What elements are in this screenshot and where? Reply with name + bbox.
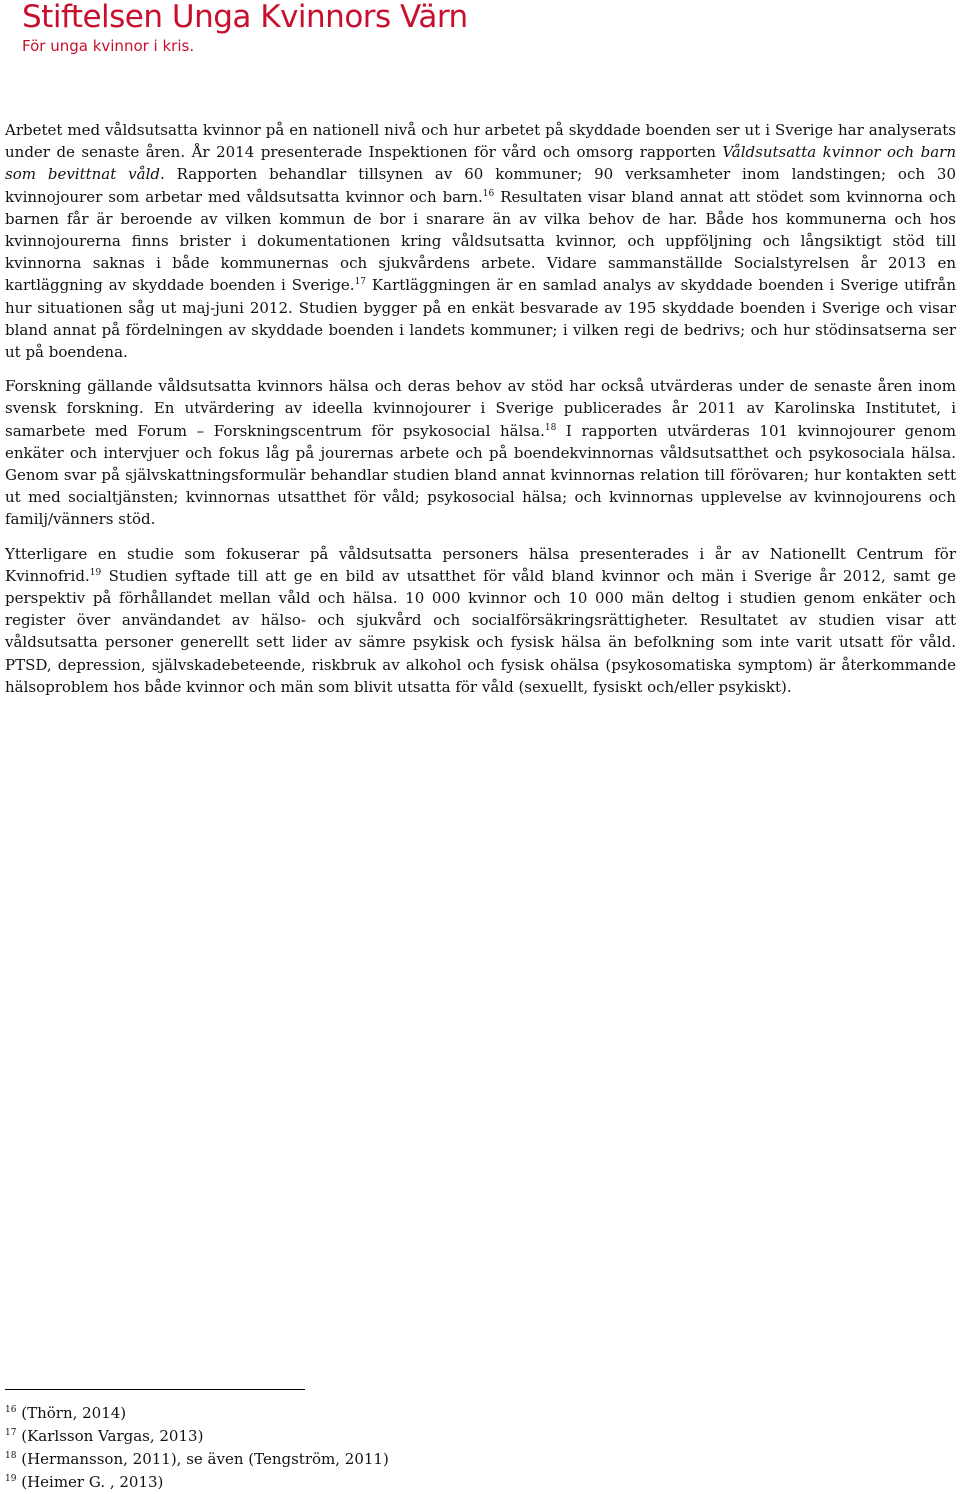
footnote-text: (Heimer G. , 2013) bbox=[16, 1473, 164, 1491]
footnote-16 bbox=[5, 1402, 605, 1425]
page-header bbox=[22, 0, 468, 56]
paragraph-1-text-b: . Rapporten behandlar tillsynen av 60 kommuner; 90 verksamheter inom landstingen; och 30 kvinnojourer som arbetar med våldsutsatta kvinnor och barn. bbox=[5, 165, 956, 206]
footnote-number: 16 bbox=[5, 1405, 17, 1415]
footnote-18 bbox=[5, 1448, 605, 1471]
footnotes bbox=[5, 1402, 605, 1494]
paragraph-2-text-a: Forskning gällande våldsutsatta kvinnors hälsa och deras behov av stöd har också utvärderas under de senaste åren inom svensk forskning. En utvärdering av ideella kvinnojourer i Sverige publicerades år 2011 av Karolinska Institutet, i samarbete med Forum – Forskningscentrum för psykosocial hälsa. bbox=[5, 377, 956, 440]
paragraph-1-text-c: Resultaten visar bland annat att stödet som kvinnorna och barnen får är beroende av vilken kommun de bor i snarare än av vilka behov de har. Både hos kommunerna och hos kvinnojourerna finns brister i dokumentationen kring våldsutsatta kvinnor, och uppföljning och långsiktigt stöd till kvinnorna saknas i både kommunernas och sjukvårdens arbete. Vidare sammanställde Socialstyrelsen år 2013 en kartläggning av skyddade boenden i Sverige. bbox=[5, 187, 957, 295]
footnote-ref-16[interactable]: 16 bbox=[482, 188, 495, 199]
main-text bbox=[5, 119, 956, 710]
footnote-text: (Thörn, 2014) bbox=[16, 1404, 127, 1422]
footnote-number: 18 bbox=[5, 1451, 17, 1461]
paragraph-2-text-b: I rapporten utvärderas 101 kvinnojourer genom enkäter och intervjuer och fokus låg på jourernas arbete och på boendekvinnornas våldsutsatthet och psykosociala hälsa. Genom svar på självskattningsformulär behandlar studien bland annat kvinnornas relation till förövaren; hur kontakten sett ut med socialtjänsten; kvinnornas utsatthet för våld; psykosocial hälsa; och kvinnornas upplevelse av kvinnojourens och familj/vänners stöd. bbox=[5, 421, 956, 529]
paragraph-2 bbox=[5, 375, 956, 530]
paragraph-1 bbox=[5, 119, 956, 363]
footnote-divider bbox=[5, 1389, 305, 1390]
report-title: Våldsutsatta kvinnor och barn som bevittnat våld bbox=[5, 143, 956, 184]
organization-name: Stiftelsen Unga Kvinnors Värn bbox=[22, 0, 468, 35]
paragraph-3 bbox=[5, 543, 956, 698]
footnote-text: (Karlsson Vargas, 2013) bbox=[16, 1427, 204, 1445]
footnote-ref-19[interactable]: 19 bbox=[89, 567, 102, 578]
footnote-text: (Hermansson, 2011), se även (Tengström, 2011) bbox=[16, 1450, 389, 1468]
footnote-19 bbox=[5, 1471, 605, 1494]
footnote-ref-17[interactable]: 17 bbox=[354, 277, 367, 288]
organization-tagline: För unga kvinnor i kris. bbox=[22, 37, 195, 55]
paragraph-1-text-a: Arbetet med våldsutsatta kvinnor på en nationell nivå och hur arbetet på skyddade boenden ser ut i Sverige har analyserats under de senaste åren. År 2014 presenterade Inspektionen för vård och omsorg rapporten bbox=[5, 121, 956, 162]
footnote-ref-18[interactable]: 18 bbox=[544, 422, 557, 433]
paragraph-1-text-d: Kartläggningen är en samlad analys av skyddade boenden i Sverige utifrån hur situationen såg ut maj-juni 2012. Studien bygger på en enkät besvarade av 195 skyddade boenden i Sverige och visar bland annat på fördelningen av skyddade boenden i landets kommuner; i vilken regi de bedrivs; och hur stödinsatserna ser ut på boendena. bbox=[5, 276, 956, 362]
paragraph-3-text-a: Ytterligare en studie som fokuserar på våldsutsatta personers hälsa presenterades i år av Nationellt Centrum för Kvinnofrid. bbox=[5, 544, 956, 585]
footnote-number: 19 bbox=[5, 1474, 17, 1484]
footnote-17 bbox=[5, 1425, 605, 1448]
footnote-number: 17 bbox=[5, 1428, 17, 1438]
paragraph-3-text-b: Studien syftade till att ge en bild av utsatthet för våld bland kvinnor och män i Sverige år 2012, samt ge perspektiv på förhållandet mellan våld och hälsa. 10 000 kvinnor och 10 000 män deltog i studien genom enkäter och register över användandet av hälso- och sjukvård och socialförsäkringsrättigheter. Resultatet av studien visar att våldsutsatta personer generellt sett lider av sämre psykisk och fysisk hälsa än befolkning som inte varit utsatt för våld. PTSD, depression, självskadebeteende, riskbruk av alkohol och fysisk ohälsa (psykosomatiska symptom) är återkommande hälsoproblem hos både kvinnor och män som blivit utsatta för våld (sexuellt, fysiskt och/eller psykiskt). bbox=[5, 566, 956, 696]
